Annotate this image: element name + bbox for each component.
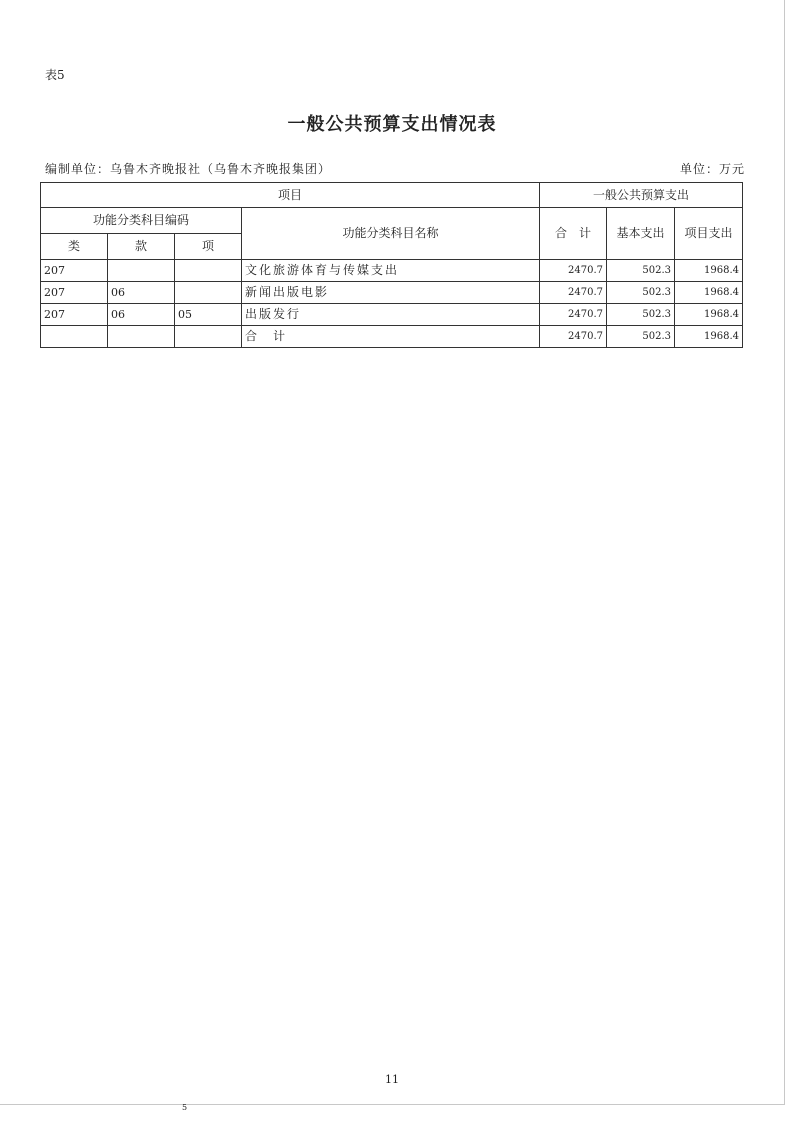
cell-total: 2470.7 [540, 304, 607, 326]
cell-kuan [108, 260, 175, 282]
header-row-2 [41, 208, 743, 234]
cell-total: 2470.7 [540, 282, 607, 304]
cell-project: 1968.4 [675, 282, 743, 304]
table-row [41, 304, 743, 326]
cell-xiang [175, 326, 242, 348]
header-total: 合 计 [540, 208, 607, 260]
cell-xiang [175, 260, 242, 282]
header-project: 项目 [41, 183, 540, 208]
header-name: 功能分类科目名称 [242, 208, 540, 260]
cell-basic: 502.3 [607, 326, 675, 348]
header-code: 功能分类科目编码 [41, 208, 242, 234]
currency-unit: 单位：万元 [680, 162, 746, 176]
page-number: 11 [385, 1073, 399, 1086]
cell-name: 新闻出版电影 [242, 282, 540, 304]
cell-name: 出版发行 [242, 304, 540, 326]
cell-kuan: 06 [108, 282, 175, 304]
header-project-expense: 项目支出 [675, 208, 743, 260]
cell-total: 2470.7 [540, 326, 607, 348]
header-xiang: 项 [175, 234, 242, 260]
table-row [41, 282, 743, 304]
header-lei: 类 [41, 234, 108, 260]
cell-xiang: 05 [175, 304, 242, 326]
table-row [41, 260, 743, 282]
cell-basic: 502.3 [607, 260, 675, 282]
header-kuan: 款 [108, 234, 175, 260]
cell-lei: 207 [41, 260, 108, 282]
corner-mark: 5 [182, 1103, 188, 1112]
cell-xiang [175, 282, 242, 304]
cell-project: 1968.4 [675, 326, 743, 348]
cell-name: 文化旅游体育与传媒支出 [242, 260, 540, 282]
cell-name: 合 计 [242, 326, 540, 348]
cell-lei: 207 [41, 304, 108, 326]
compiling-unit: 编制单位：乌鲁木齐晚报社（乌鲁木齐晚报集团） [45, 162, 332, 176]
cell-lei [41, 326, 108, 348]
table-number: 表5 [45, 68, 65, 82]
header-basic: 基本支出 [607, 208, 675, 260]
cell-total: 2470.7 [540, 260, 607, 282]
cell-kuan: 06 [108, 304, 175, 326]
total-row [41, 326, 743, 348]
budget-table [40, 182, 743, 348]
cell-project: 1968.4 [675, 260, 743, 282]
header-budget: 一般公共预算支出 [540, 183, 743, 208]
cell-project: 1968.4 [675, 304, 743, 326]
cell-lei: 207 [41, 282, 108, 304]
cell-basic: 502.3 [607, 304, 675, 326]
cell-kuan [108, 326, 175, 348]
page-title: 一般公共预算支出情况表 [287, 114, 497, 135]
cell-basic: 502.3 [607, 282, 675, 304]
header-row-1 [41, 183, 743, 208]
